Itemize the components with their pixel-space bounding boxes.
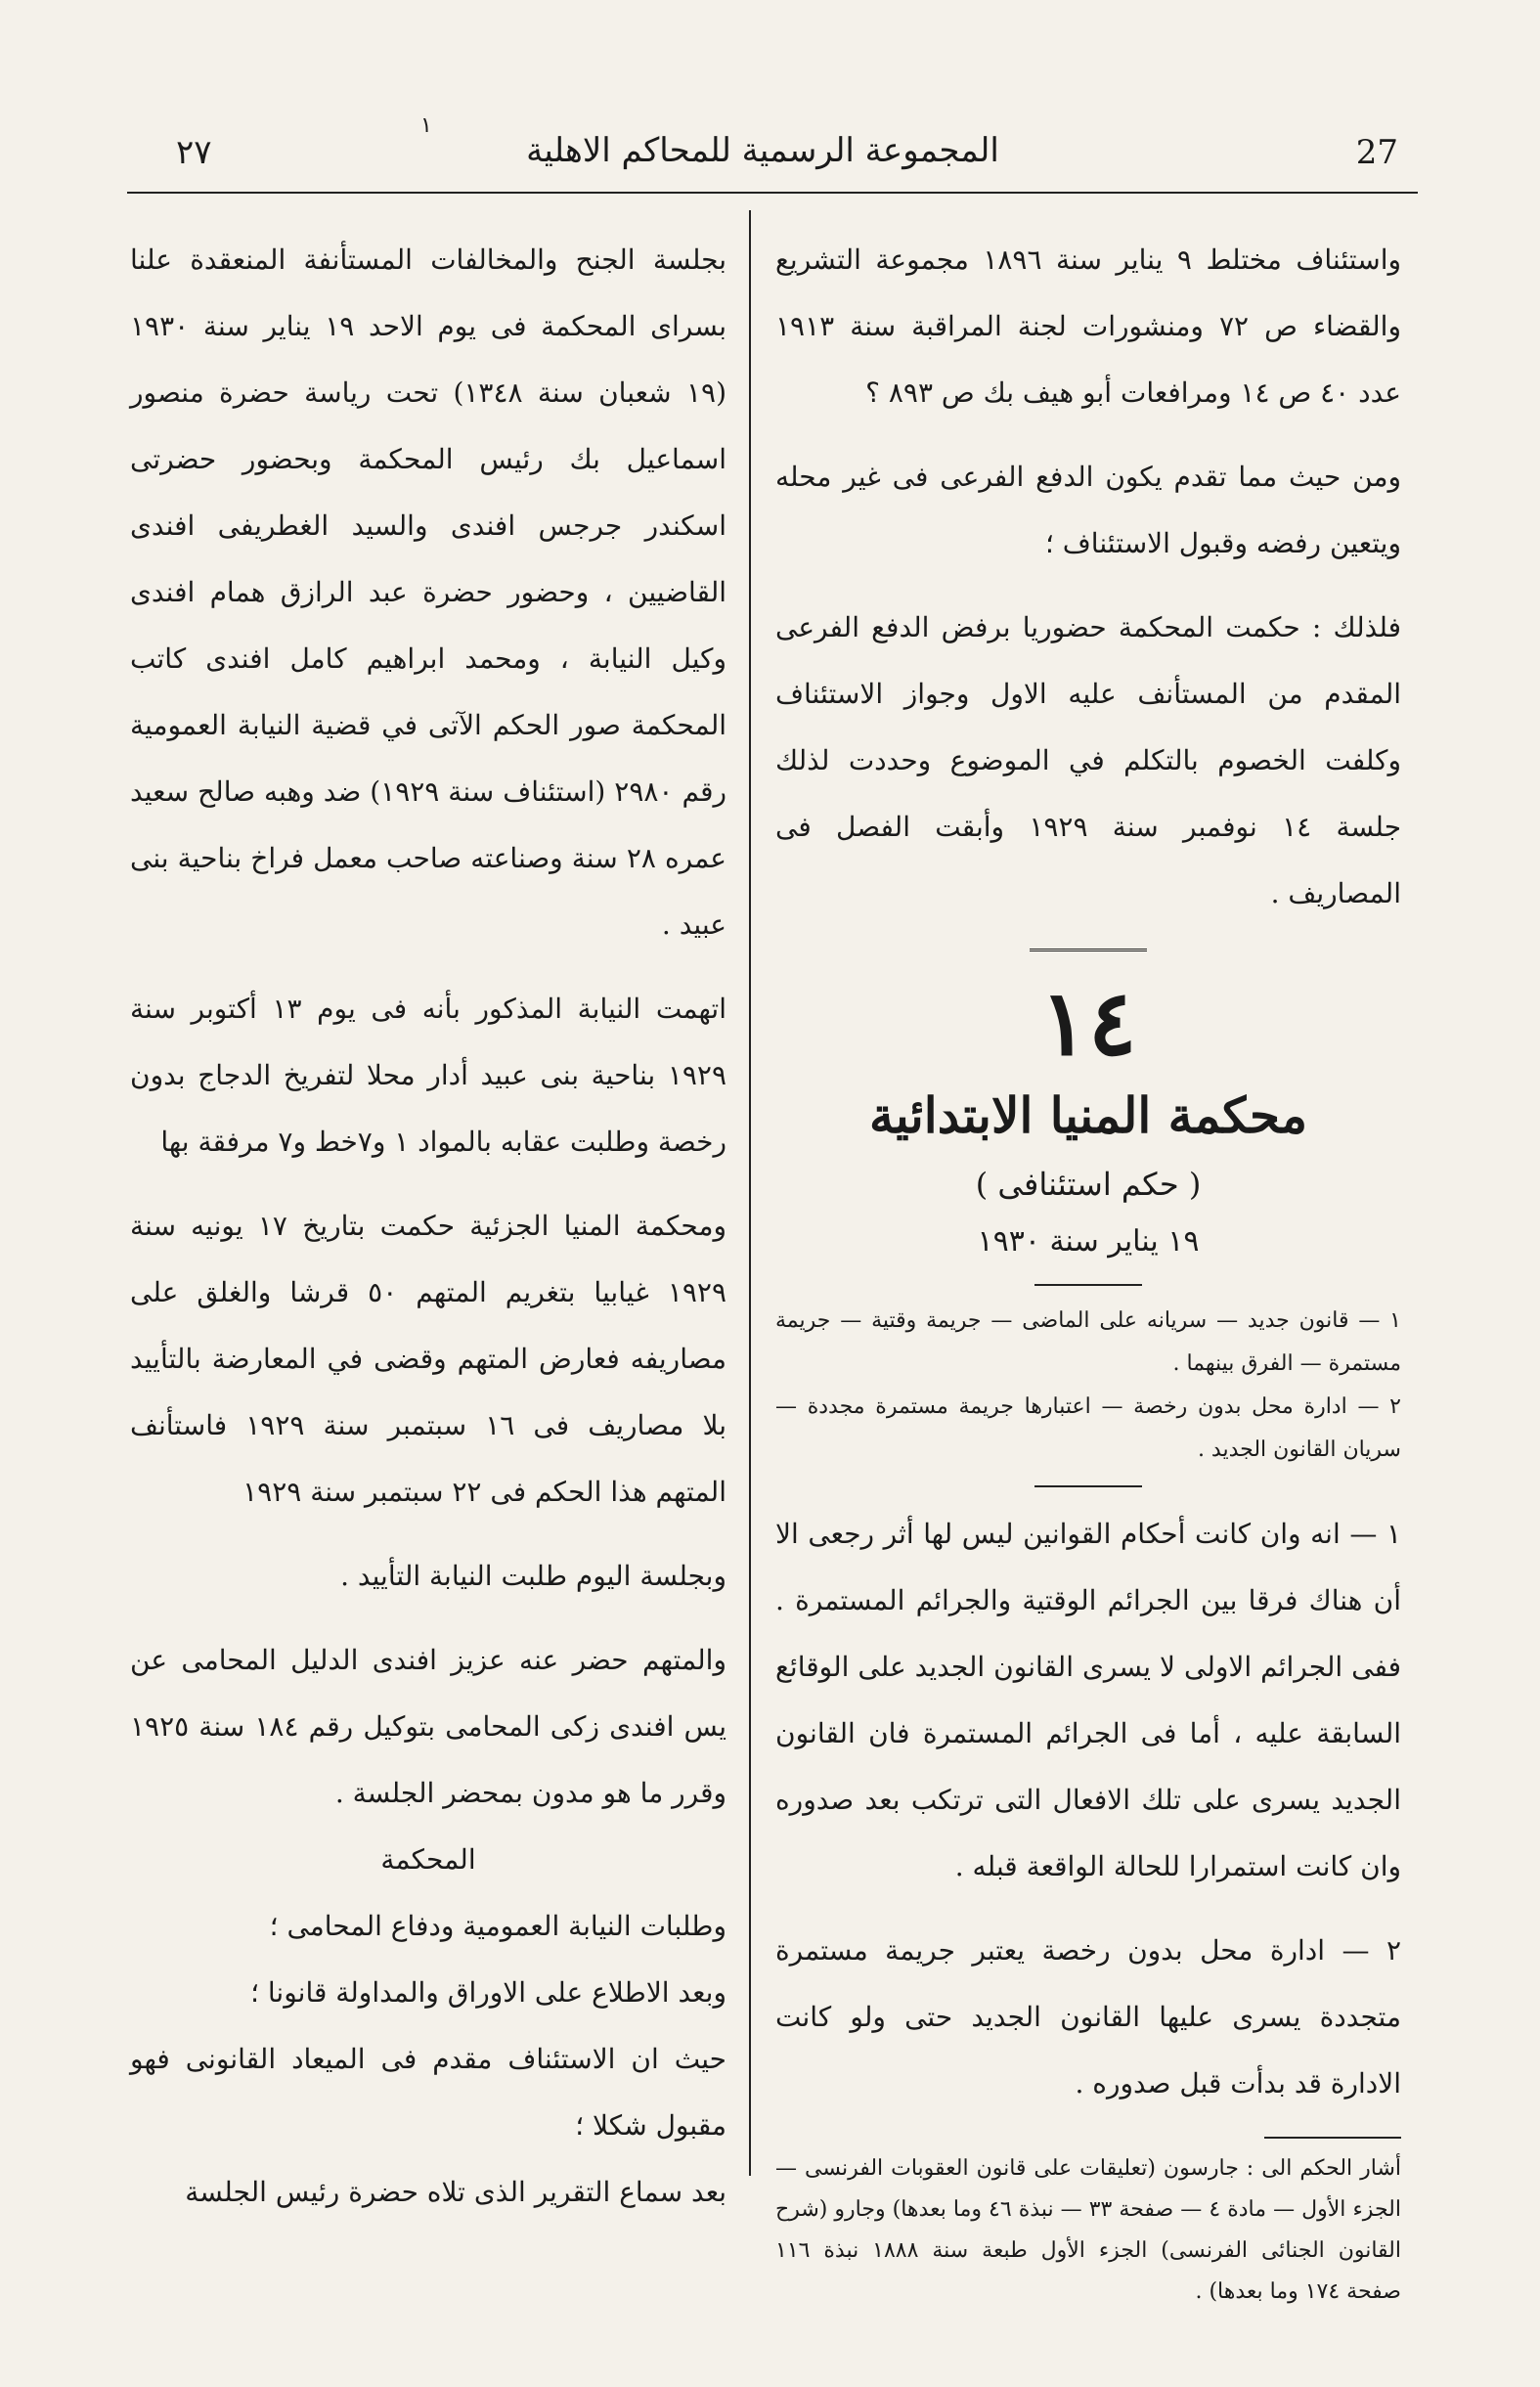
case-number: ١٤ [1039,970,1137,1076]
footnote-rule [1264,2137,1401,2139]
divider [1034,1284,1142,1286]
paragraph: فلذلك : حكمت المحكمة حضوريا برفض الدفع الفرعى المقدم من المستأنف عليه الاول وجواز الاستئناف وكلفت الخصوم بالتكلم في الموضوع وحددت لذلك جلسة ١٤ نوفمبر سنة ١٩٢٩ وأبقت الفصل فى المصاريف . [775,611,1402,909]
paragraph: بعد سماع التقرير الذى تلاه حضرة رئيس الجلسة [185,2176,726,2208]
journal-title: المجموعة الرسمية للمحاكم الاهلية [526,131,999,170]
paragraph: اتهمت النيابة المذكور بأنه فى يوم ١٣ أكتوبر سنة ١٩٢٩ بناحية بنى عبيد أدار محلا لتفريخ الدجاج بدون رخصة وطلبت عقابه بالمواد ١ و٧خط و٧ مرفقة بها [130,993,726,1158]
header-mark: ١ [420,113,432,138]
judgment-date: ١٩ يناير سنة ١٩٣٠ [977,1224,1200,1259]
paragraph: بجلسة الجنح والمخالفات المستأنفة المنعقدة علنا بسراى المحكمة فى يوم الاحد ١٩ يناير سنة ١٩٣٠ (١٩ شعبان سنة ١٣٤٨) تحت رياسة حضرة منصور اسماعيل بك رئيس المحكمة وبحضور حضرتى اسكندر جرجس افندى والسيد الغطريفى افندى القاضيين ، وحضور حضرة عبد الرازق همام افندى وكيل النيابة ، ومحمد ابراهيم كامل افندى كاتب المحكمة صور الحكم الآتى في قضية النيابة العمومية رقم ٢٩٨٠ (استئناف سنة ١٩٢٩) ضد وهبه صالح سعيد عمره ٢٨ سنة وصناعته صاحب معمل فراخ بناحية بنى عبيد . [130,243,726,941]
paragraph: وبجلسة اليوم طلبت النيابة التأييد . [340,1560,726,1592]
header-rule [127,192,1418,194]
column-divider [749,210,751,2176]
section-divider [1030,949,1147,951]
paragraph: وبعد الاطلاع على الاوراق والمداولة قانونا ؛ [250,1976,726,2009]
page-number-arabic: ٢٧ [176,133,212,172]
paragraph: حيث ان الاستئناف مقدم فى الميعاد القانونى فهو مقبول شكلا ؛ [130,2043,726,2142]
paragraph: والمتهم حضر عنه عزيز افندى الدليل المحامى عن يس افندى زكى المحامى بتوكيل رقم ١٨٤ سنة ١٩٢٥ وقرر ما هو مدون بمحضر الجلسة . [130,1644,726,1809]
page-number-latin: 27 [1355,133,1398,172]
paragraph: ومحكمة المنيا الجزئية حكمت بتاريخ ١٧ يونيه سنة ١٩٢٩ غيابيا بتغريم المتهم ٥٠ قرشا والغلق على مصاريفه فعارض المتهم وقضى في المعارضة بالتأييد بلا مصاريف فى ١٦ سبتمبر سنة ١٩٢٩ فاستأنف المتهم هذا الحكم فى ٢٢ سبتمبر سنة ١٩٢٩ [130,1210,726,1508]
footnote-text: أشار الحكم الى : جارسون (تعليقات على قانون العقوبات الفرنسى — الجزء الأول — مادة ٤ — صفحة ٣٣ — نبذة ٤٦ وما بعدها) وجارو (شرح القانون الجنائى الفرنسى) الجزء الأول طبعة سنة ١٨٨٨ نبذة ١١٦ صفحة ١٧٤ وما بعدها) . [775,2156,1401,2304]
principle: ٢ — ادارة محل بدون رخصة يعتبر جريمة مستمرة متجددة يسرى عليها القانون الجديد حتى ولو كانت الادارة قد بدأت قبل صدوره . [775,1934,1401,2100]
running-header [127,113,1398,184]
section-heading: المحكمة [380,1843,476,1876]
divider [1034,1485,1142,1487]
paragraph: وطلبات النيابة العمومية ودفاع المحامى ؛ [269,1910,726,1942]
court-name: محكمة المنيا الابتدائية [869,1086,1307,1144]
paragraph: واستئناف مختلط ٩ يناير سنة ١٨٩٦ مجموعة التشريع والقضاء ص ٧٢ ومنشورات لجنة المراقبة سنة ١٩١٣ عدد ٤٠ ص ١٤ ومرافعات أبو هيف بك ص ٨٩٣ ؟ [775,243,1401,409]
footnote [775,2148,1401,2313]
right-column [775,227,1401,2313]
left-column [130,227,726,2226]
summary-item: ١ — قانون جديد — سريانه على الماضى — جريمة وقتية — جريمة مستمرة — الفرق بينهما . [775,1308,1401,1376]
summary-item: ٢ — ادارة محل بدون رخصة — اعتبارها جريمة مستمرة مجددة — سريان القانون الجديد . [775,1394,1401,1462]
judgment-type: ( حكم استئنافى ) [975,1166,1202,1203]
paragraph: ومن حيث مما تقدم يكون الدفع الفرعى فى غير محله ويتعين رفضه وقبول الاستئناف ؛ [775,461,1401,559]
principle: ١ — انه وان كانت أحكام القوانين ليس لها أثر رجعى الا أن هناك فرقا بين الجرائم الوقتية والجرائم المستمرة . ففى الجرائم الاولى لا يسرى القانون الجديد على الوقائع السابقة عليه ، أما فى الجرائم المستمرة فان القانون الجديد يسرى على تلك الافعال التى ترتكب بعد صدوره وان كانت استمرارا للحالة الواقعة قبله . [775,1518,1401,1882]
